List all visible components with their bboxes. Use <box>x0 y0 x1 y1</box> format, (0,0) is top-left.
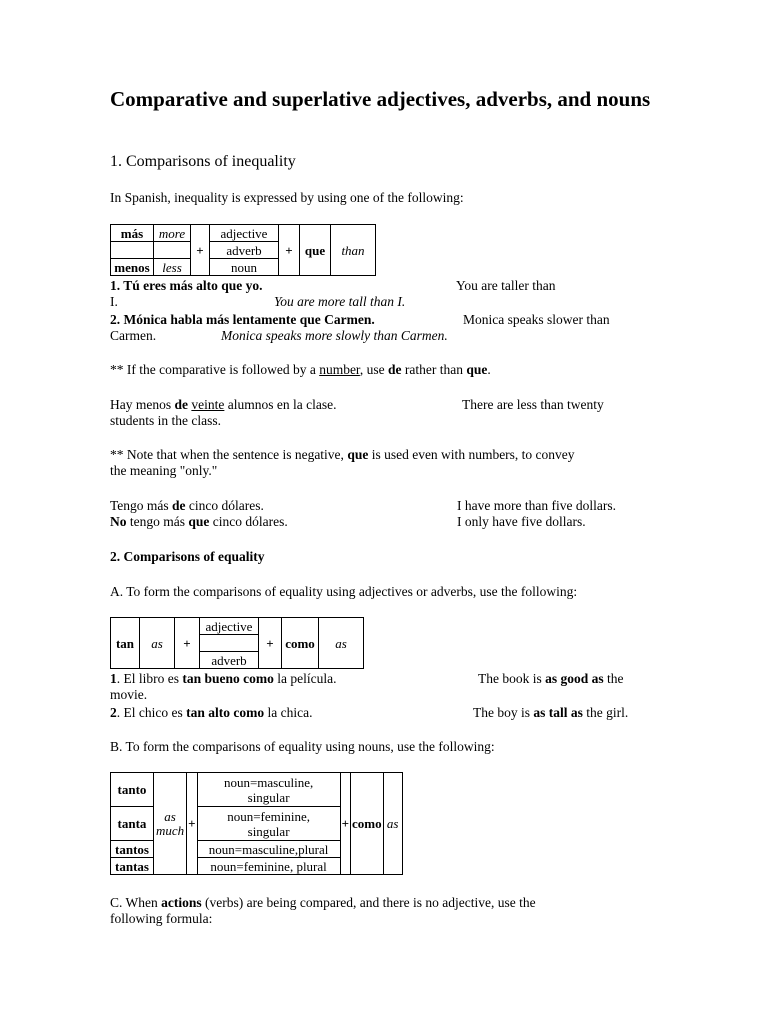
section2-b-intro: B. To form the comparisons of equality using nouns, use the following: <box>110 739 495 754</box>
cell-como: como <box>282 618 319 669</box>
cell-adjective-a: adjective <box>200 618 259 635</box>
cell-que: que <box>300 225 331 276</box>
cell-como-b: como <box>351 773 384 875</box>
example3-spanish: Hay menos de veinte alumnos en la clase. <box>110 397 337 412</box>
note-number: ** If the comparative is followed by a number, use de rather than que. <box>110 362 491 377</box>
example2-spanish: 2. Mónica habla más lentamente que Carmen. <box>110 312 375 327</box>
cell-noun: noun <box>210 259 279 276</box>
cell-plus-1: + <box>191 225 210 276</box>
cell-noun-fem-plural: noun=feminine, plural <box>197 858 340 875</box>
example4-english: I have more than five dollars. <box>457 498 616 513</box>
cell-plus-b1: + <box>187 773 197 875</box>
section2-c-intro: C. When actions (verbs) are being compared, and there is no adjective, use the <box>110 895 536 910</box>
note-negative-cont: the meaning "only." <box>110 463 218 478</box>
cell-tanta: tanta <box>111 807 154 841</box>
exampleA2-english: The boy is as tall as the girl. <box>473 705 629 720</box>
example1-literal: You are more tall than I. <box>274 294 406 309</box>
cell-tantas: tantas <box>111 858 154 875</box>
cell-mas: más <box>111 225 154 242</box>
cell-plus-2: + <box>279 225 300 276</box>
cell-empty-1 <box>111 242 154 259</box>
example2-english: Monica speaks slower than <box>463 312 610 327</box>
cell-as-much: as much <box>154 773 187 875</box>
note-negative: ** Note that when the sentence is negative, que is used even with numbers, to convey <box>110 447 575 462</box>
equality-adjective-table <box>110 617 364 669</box>
section2-a-intro: A. To form the comparisons of equality using adjectives or adverbs, use the following: <box>110 584 578 599</box>
section1-intro: In Spanish, inequality is expressed by using one of the following: <box>110 190 464 205</box>
cell-empty-a <box>200 635 259 652</box>
cell-less: less <box>154 259 191 276</box>
exampleA1-english-cont: movie. <box>110 687 148 702</box>
example3-english: There are less than twenty <box>462 397 604 412</box>
example4-spanish: Tengo más de cinco dólares. <box>110 498 264 513</box>
cell-than: than <box>331 225 376 276</box>
example1-english-cont: I. <box>110 294 118 309</box>
cell-as-2: as <box>319 618 364 669</box>
cell-noun-fem-sing: noun=feminine, singular <box>197 807 340 841</box>
example5-spanish: No tengo más que cinco dólares. <box>110 514 288 529</box>
cell-tantos: tantos <box>111 841 154 858</box>
exampleA2-spanish: 2. El chico es tan alto como la chica. <box>110 705 313 720</box>
cell-empty-2 <box>154 242 191 259</box>
example1-spanish: 1. Tú eres más alto que yo. <box>110 278 263 293</box>
example2-literal: Monica speaks more slowly than Carmen. <box>221 328 448 343</box>
cell-noun-masc-sing: noun=masculine, singular <box>197 773 340 807</box>
cell-adverb-a: adverb <box>200 652 259 669</box>
example1-english: You are taller than <box>456 278 556 293</box>
cell-more: more <box>154 225 191 242</box>
section1-heading: 1. Comparisons of inequality <box>110 153 296 170</box>
cell-plus-a1: + <box>175 618 200 669</box>
cell-menos: menos <box>111 259 154 276</box>
section2-heading: 2. Comparisons of equality <box>110 549 265 564</box>
cell-as: as <box>140 618 175 669</box>
cell-plus-b2: + <box>340 773 350 875</box>
page-title: Comparative and superlative adjectives, adverbs, and nouns <box>110 87 651 111</box>
cell-plus-a2: + <box>259 618 282 669</box>
cell-noun-masc-plural: noun=masculine,plural <box>197 841 340 858</box>
example5-english: I only have five dollars. <box>457 514 586 529</box>
exampleA1-english: The book is as good as the <box>478 671 624 686</box>
inequality-table <box>110 224 376 276</box>
equality-noun-table <box>110 772 403 875</box>
example2-english-cont: Carmen. <box>110 328 157 343</box>
cell-tan: tan <box>111 618 140 669</box>
cell-tanto: tanto <box>111 773 154 807</box>
cell-as-b: as <box>383 773 402 875</box>
section2-c-intro-cont: following formula: <box>110 911 213 926</box>
example3-english-cont: students in the class. <box>110 413 221 428</box>
cell-adverb: adverb <box>210 242 279 259</box>
exampleA1-spanish: 1. El libro es tan bueno como la película. <box>110 671 337 686</box>
cell-adjective: adjective <box>210 225 279 242</box>
